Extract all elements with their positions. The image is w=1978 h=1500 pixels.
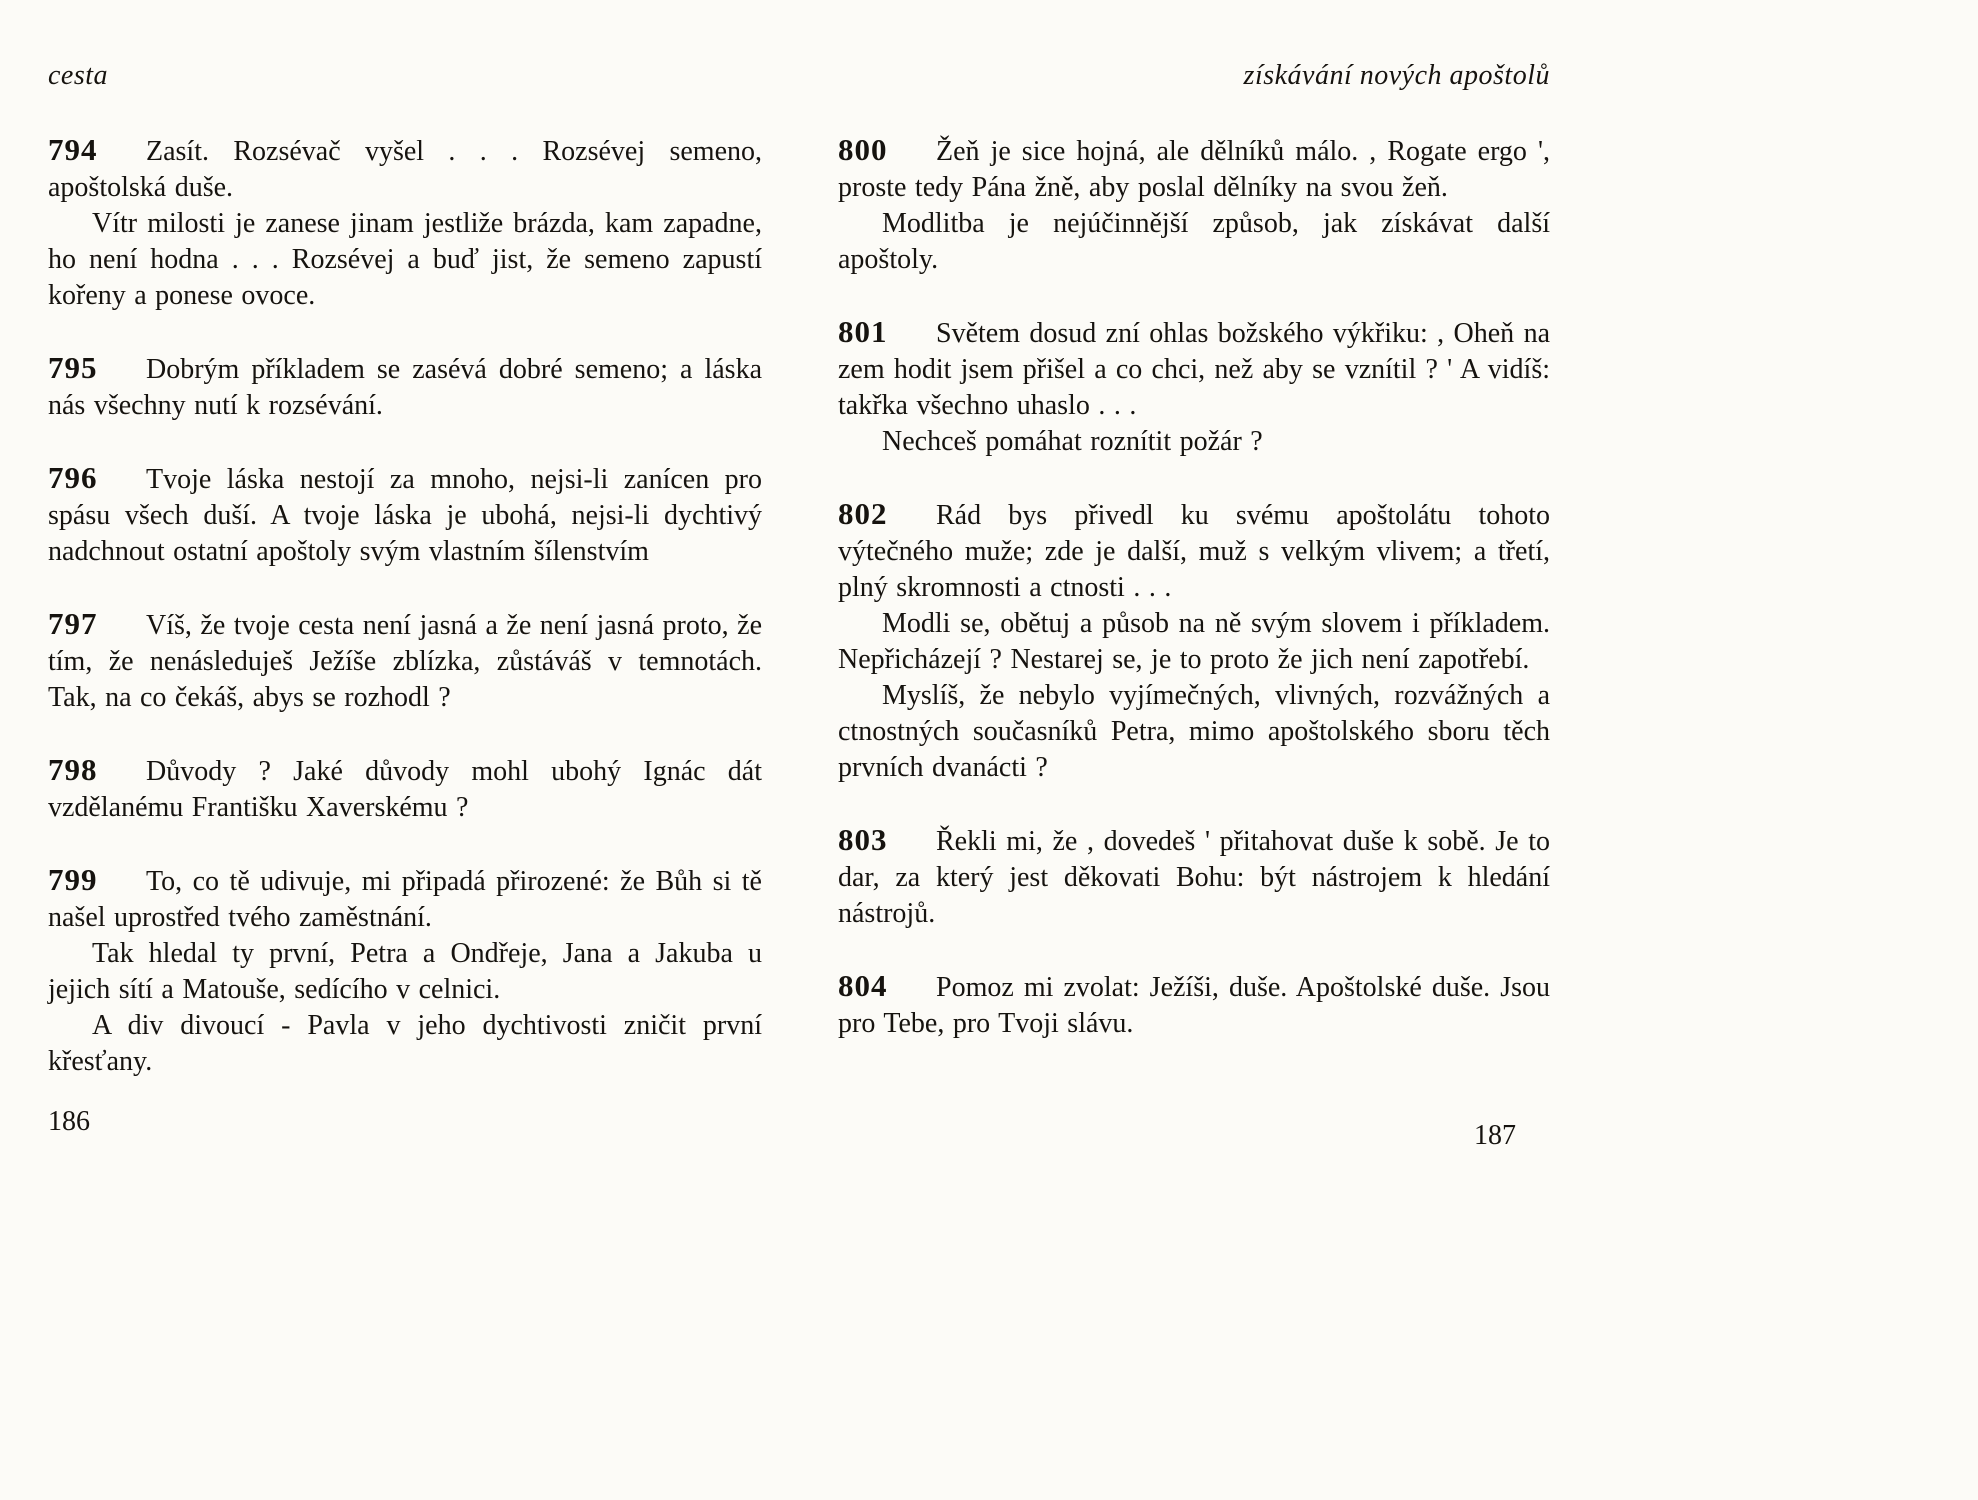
- point-number: 797: [48, 606, 98, 641]
- point-number: 800: [838, 132, 888, 167]
- point-text: Tvoje láska nestojí za mnoho, nejsi-li zanícen pro spásu všech duší. A tvoje láska je ubohá, nejsi-li dychtivý nadchnout ostatní apoštoly svým vlastním šílenstvím: [48, 464, 762, 567]
- point-800: [838, 132, 1550, 278]
- point-continuation: Myslíš, že nebylo vyjímečných, vlivných, rozvážných a ctnostných současníků Petra, mimo apoštolského sboru těch prvních dvanácti ?: [838, 680, 1550, 783]
- point-continuation: Nechceš pomáhat roznítit požár ?: [882, 426, 1263, 457]
- point-number: 799: [48, 862, 98, 897]
- point-794: [48, 132, 762, 314]
- point-795: [48, 350, 762, 424]
- point-number: 802: [838, 496, 888, 531]
- point-number: 798: [48, 752, 98, 787]
- point-first-paragraph: [838, 822, 1550, 932]
- point-801: [838, 314, 1550, 460]
- point-continuation: Modlitba je nejúčinnější způsob, jak získávat další apoštoly.: [838, 208, 1550, 275]
- page-number-right: 187: [1474, 1120, 1516, 1151]
- point-continuation: Vítr milosti je zanese jinam jestliže brázda, kam zapadne, ho není hodna . . . Rozsévej a buď jist, že semeno zapustí kořeny a ponese ovoce.: [48, 208, 762, 311]
- point-first-paragraph: [48, 752, 762, 826]
- point-first-paragraph: [838, 132, 1550, 206]
- right-page-body: [838, 132, 1550, 1042]
- point-first-paragraph: [48, 862, 762, 936]
- point-first-paragraph: [48, 606, 762, 716]
- point-first-paragraph: [838, 496, 1550, 606]
- point-first-paragraph: [48, 350, 762, 424]
- point-number: 794: [48, 132, 98, 167]
- point-text: Pomoz mi zvolat: Ježíši, duše. Apoštolské duše. Jsou pro Tebe, pro Tvoji slávu.: [838, 972, 1550, 1039]
- point-first-paragraph: [838, 314, 1550, 424]
- point-text: Světem dosud zní ohlas božského výkřiku: , Oheň na zem hodit jsem přišel a co chci, než aby se vznítil ? ' A vidíš: takřka všechno uhaslo . . .: [838, 318, 1550, 421]
- page-number-left: 186: [48, 1106, 90, 1137]
- point-number: 801: [838, 314, 888, 349]
- point-804: [838, 968, 1550, 1042]
- point-text: Rád bys přivedl ku svému apoštolátu tohoto výtečného muže; zde je další, muž s velkým vlivem; a třetí, plný skromnosti a ctnosti . . .: [838, 500, 1550, 603]
- point-number: 796: [48, 460, 98, 495]
- point-number: 803: [838, 822, 888, 857]
- point-number: 795: [48, 350, 98, 385]
- left-page: [48, 58, 762, 1438]
- point-first-paragraph: [48, 132, 762, 206]
- point-text: Víš, že tvoje cesta není jasná a že není jasná proto, že tím, že nenásleduješ Ježíše zblízka, zůstáváš v temnotách. Tak, na co čekáš, abys se rozhodl ?: [48, 610, 762, 713]
- point-first-paragraph: [838, 968, 1550, 1042]
- point-text: To, co tě udivuje, mi připadá přirozené: že Bůh si tě našel uprostřed tvého zaměstnání.: [48, 866, 762, 933]
- point-text: Žeň je sice hojná, ale dělníků málo. , Rogate ergo ', proste tedy Pána žně, aby poslal dělníky na svou žeň.: [838, 136, 1550, 203]
- running-head-right: získávání nových apoštolů: [1243, 60, 1550, 91]
- point-796: [48, 460, 762, 570]
- point-continuation: Tak hledal ty první, Petra a Ondřeje, Jana a Jakuba u jejich sítí a Matouše, sedícího v celnici.: [48, 938, 762, 1005]
- point-continuation: A div divoucí - Pavla v jeho dychtivosti zničit první křesťany.: [48, 1010, 762, 1077]
- point-text: Zasít. Rozsévač vyšel . . . Rozsévej semeno, apoštolská duše.: [48, 136, 762, 203]
- left-page-body: [48, 132, 762, 1080]
- point-803: [838, 822, 1550, 932]
- point-798: [48, 752, 762, 826]
- point-799: [48, 862, 762, 1080]
- point-continuation: Modli se, obětuj a působ na ně svým slovem i příkladem. Nepřicházejí ? Nestarej se, je to proto že jich není zapotřebí.: [838, 608, 1550, 675]
- point-text: Důvody ? Jaké důvody mohl ubohý Ignác dát vzdělanému Františku Xaverskému ?: [48, 756, 762, 823]
- point-text: Dobrým příkladem se zasévá dobré semeno; a láska nás všechny nutí k rozsévání.: [48, 354, 762, 421]
- point-text: Řekli mi, že , dovedeš ' přitahovat duše k sobě. Je to dar, za který jest děkovati Bohu: být nástrojem k hledání nástrojů.: [838, 826, 1550, 929]
- point-797: [48, 606, 762, 716]
- point-first-paragraph: [48, 460, 762, 570]
- point-802: [838, 496, 1550, 786]
- right-page: [838, 58, 1550, 1438]
- running-head-left: cesta: [48, 60, 109, 91]
- point-number: 804: [838, 968, 888, 1003]
